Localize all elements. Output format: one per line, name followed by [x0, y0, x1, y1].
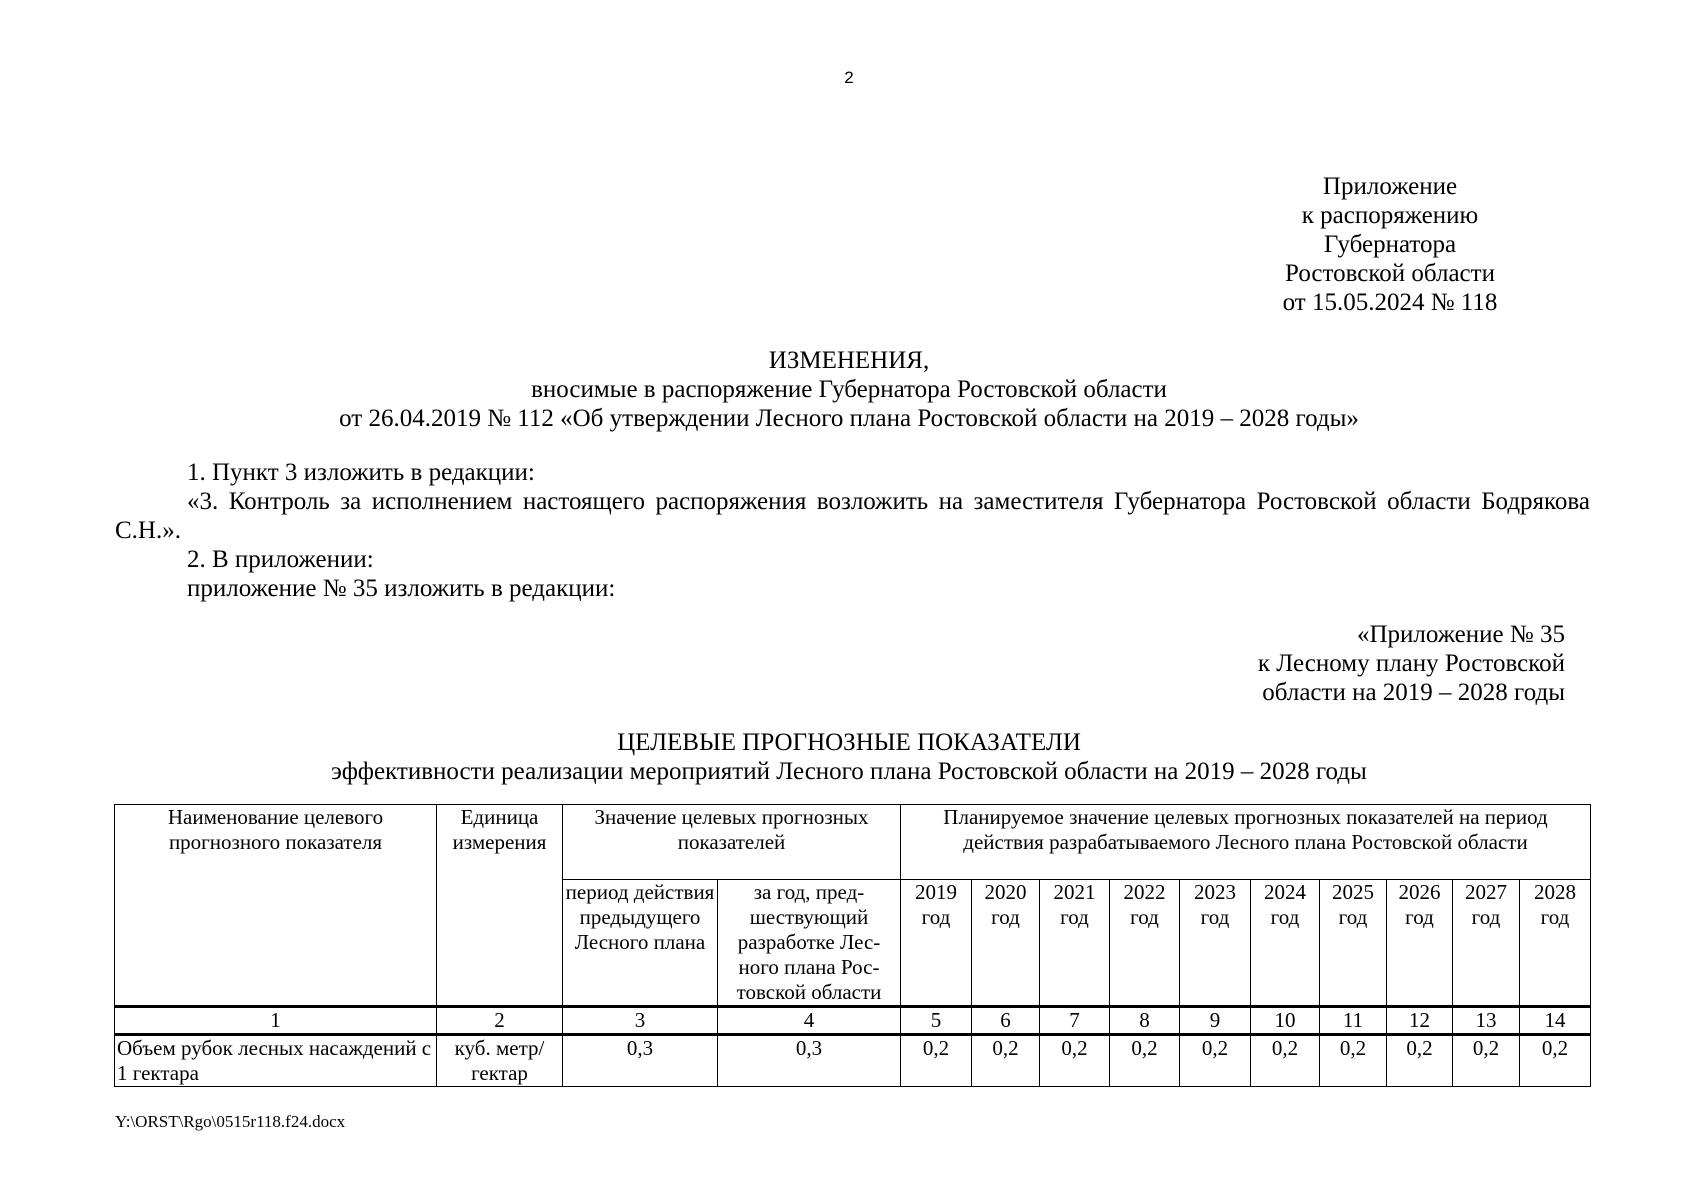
indicators-heading: [0, 728, 1698, 786]
appendix-header-line: Ростовской области: [1285, 260, 1495, 287]
row-value: 0,3: [563, 1035, 718, 1087]
column-number: 13: [1453, 1007, 1520, 1035]
header-indicator-name: Наименование целевого прогнозного показателя: [115, 805, 437, 1007]
column-number: 5: [901, 1007, 972, 1035]
row-value: 0,2: [901, 1035, 972, 1087]
column-number: 6: [972, 1007, 1040, 1035]
column-number: 10: [1251, 1007, 1320, 1035]
appendix-35-header: [1205, 620, 1565, 707]
appendix-35-line: к Лесному плану Ростовской: [1257, 650, 1565, 677]
header-previous-year: за год, пред-шествующий разработке Лес-ного плана Рос-товской области: [718, 880, 901, 1007]
header-year: 2026 год: [1387, 880, 1453, 1007]
header-year: 2027 год: [1453, 880, 1520, 1007]
column-number: 3: [563, 1007, 718, 1035]
header-year: 2024 год: [1251, 880, 1320, 1007]
header-year: 2019 год: [901, 880, 972, 1007]
row-unit: куб. метр/ гектар: [437, 1035, 563, 1087]
header-year: 2022 год: [1110, 880, 1180, 1007]
page-number: 2: [844, 68, 854, 87]
column-number: 11: [1320, 1007, 1387, 1035]
indicators-table: [114, 804, 1591, 1087]
column-number: 1: [115, 1007, 437, 1035]
row-value: 0,2: [1453, 1035, 1520, 1087]
appendix-header-line: Губернатора: [1323, 231, 1457, 258]
header-year: 2028 год: [1520, 880, 1591, 1007]
table-header-row: [115, 805, 1591, 880]
row-value: 0,2: [972, 1035, 1040, 1087]
indicators-title: ЦЕЛЕВЫЕ ПРОГНОЗНЫЕ ПОКАЗАТЕЛИ: [617, 729, 1081, 756]
appendix-header: [1240, 172, 1540, 317]
changes-heading: [0, 346, 1698, 433]
paragraph: 2. В приложении:: [187, 546, 374, 573]
appendix-35-line: области на 2019 – 2028 годы: [1262, 679, 1565, 706]
paragraph: «3. Контроль за исполнением настоящего распоряжения возложить на заместителя Губернатора Ростовской области Бодрякова С.Н.».: [115, 488, 1590, 544]
paragraph: приложение № 35 изложить в редакции:: [187, 575, 616, 602]
header-year: 2021 год: [1040, 880, 1110, 1007]
header-year: 2025 год: [1320, 880, 1387, 1007]
column-number: 7: [1040, 1007, 1110, 1035]
column-number: 9: [1180, 1007, 1251, 1035]
footer-file-path: Y:\ORST\Rgo\0515r118.f24.docx: [115, 1112, 346, 1131]
column-number: 8: [1110, 1007, 1180, 1035]
column-number: 4: [718, 1007, 901, 1035]
paragraph: 1. Пункт 3 изложить в редакции:: [187, 459, 535, 486]
header-target-values: Значение целевых прогнозных показателей: [563, 805, 901, 880]
header-planned-values: Планируемое значение целевых прогнозных показателей на период действия разрабатываемого Лесного плана Ростовской области: [901, 805, 1591, 880]
changes-subtitle: от 26.04.2019 № 112 «Об утверждении Лесного плана Ростовской области на 2019 – 2028 годы»: [339, 405, 1359, 432]
table-row: [115, 1035, 1591, 1087]
row-value: 0,2: [1387, 1035, 1453, 1087]
column-number: 14: [1520, 1007, 1591, 1035]
header-previous-period: период действия предыдущего Лесного плана: [563, 880, 718, 1007]
indicators-subtitle: эффективности реализации мероприятий Лесного плана Ростовской области на 2019 – 2028 годы: [331, 758, 1367, 785]
row-value: 0,2: [1180, 1035, 1251, 1087]
changes-subtitle: вносимые в распоряжение Губернатора Ростовской области: [531, 376, 1167, 403]
column-numbers-row: [115, 1007, 1591, 1035]
appendix-35-line: «Приложение № 35: [1356, 621, 1565, 648]
appendix-header-line: к распоряжению: [1301, 202, 1479, 229]
row-value: 0,2: [1251, 1035, 1320, 1087]
appendix-header-line: Приложение: [1322, 173, 1458, 200]
row-value: 0,2: [1520, 1035, 1591, 1087]
row-value: 0,2: [1040, 1035, 1110, 1087]
indicators-table-wrapper: [114, 804, 1590, 1087]
header-unit: Единица измерения: [437, 805, 563, 1007]
row-indicator-name: Объем рубок лесных насаждений с 1 гектара: [115, 1035, 437, 1087]
header-year: 2023 год: [1180, 880, 1251, 1007]
header-year: 2020 год: [972, 880, 1040, 1007]
column-number: 2: [437, 1007, 563, 1035]
row-value: 0,2: [1320, 1035, 1387, 1087]
document-body: [115, 458, 1590, 603]
row-value: 0,3: [718, 1035, 901, 1087]
row-value: 0,2: [1110, 1035, 1180, 1087]
column-number: 12: [1387, 1007, 1453, 1035]
appendix-header-date: от 15.05.2024 № 118: [1282, 289, 1498, 316]
changes-title: ИЗМЕНЕНИЯ,: [768, 347, 930, 374]
